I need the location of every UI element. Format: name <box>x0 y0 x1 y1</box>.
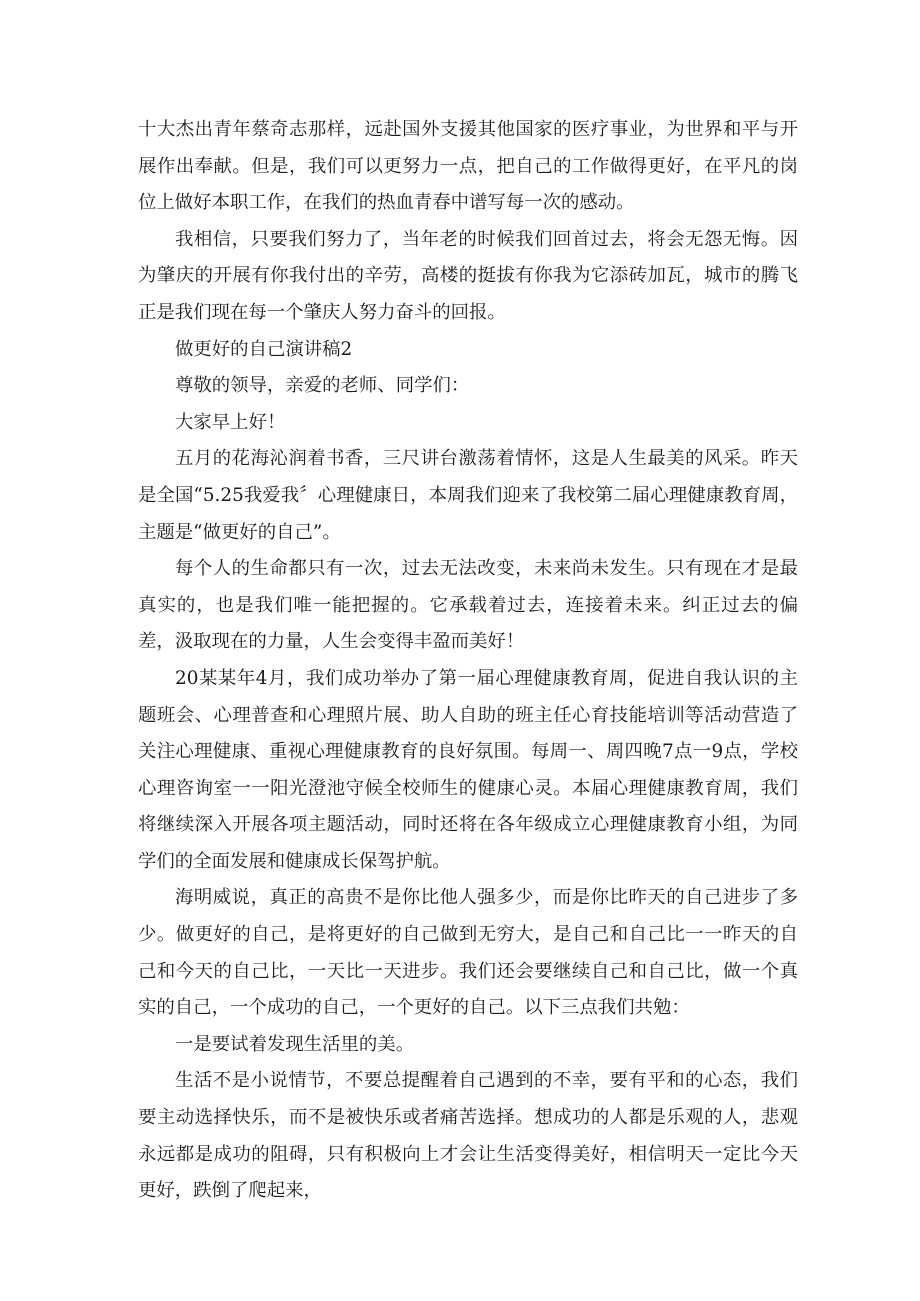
document-body <box>138 112 798 1210</box>
paragraph-8: 20某某年4月，我们成功举办了第一届心理健康教育周，促进自我认识的主题班会、心理普查和心理照片展、助人自助的班主任心育技能培训等活动营造了关注心理健康、重视心理健康教育的良好氛围。每周一、周四晚7点一9点，学校心理咨询室一一阳光澄池守候全校师生的健康心灵。本届心理健康教育周，我们将继续深入开展各项主题活动，同时还将在各年级成立心理健康教育小组，为同学们的全面发展和健康成长保驾护航。 <box>138 667 798 872</box>
paragraph-9: 海明威说，真正的高贵不是你比他人强多少，而是你比昨天的自己进步了多少。做更好的自己，是将更好的自己做到无穷大，是自己和自己比一一昨天的自己和今天的自己比，一天比一天进步。我们还会要继续自己和自己比，做一个真实的自己，一个成功的自己，一个更好的自己。以下三点我们共勉： <box>138 887 798 1019</box>
paragraph-7: 每个人的生命都只有一次，过去无法改变，未来尚未发生。只有现在才是最真实的，也是我们唯一能把握的。它承载着过去，连接着未来。纠正过去的偏差，汲取现在的力量，人生会变得丰盈而美好！ <box>138 558 798 653</box>
paragraph-2: 我相信，只要我们努力了，当年老的时候我们回首过去，将会无怨无悔。因为肇庆的开展有你我付出的辛劳，高楼的挺拔有你我为它添砖加瓦，城市的腾飞正是我们现在每一个肇庆人努力奋斗的回报。 <box>138 228 798 323</box>
salutation: 尊敬的领导，亲爱的老师、同学们： <box>175 375 470 397</box>
paragraph-11: 生活不是小说情节，不要总提醒着自己遇到的不幸，要有平和的心态，我们要主动选择快乐，而不是被快乐或者痛苦选择。想成功的人都是乐观的人，悲观永远都是成功的阻碍，只有积极向上才会让生活变得美好，相信明天一定比今天更好，跌倒了爬起来， <box>138 1070 798 1202</box>
point-one-heading: 一是要试着发现生活里的美。 <box>175 1033 415 1055</box>
greeting: 大家早上好！ <box>175 411 286 433</box>
paragraph-6: 五月的花海沁润着书香，三尺讲台激荡着情怀，这是人生最美的风采。昨天是全国“5.25我爱我〞心理健康日，本周我们迎来了我校第二届心理健康教育周，主题是“做更好的自己”。 <box>138 448 798 543</box>
section-title: 做更好的自己演讲稿2 <box>175 338 353 360</box>
paragraph-1: 十大杰出青年蔡奇志那样，远赴国外支援其他国家的医疗事业，为世界和平与开展作出奉献。但是，我们可以更努力一点，把自己的工作做得更好，在平凡的岗位上做好本职工作，在我们的热血青春中谱写每一次的感动。 <box>138 119 798 214</box>
